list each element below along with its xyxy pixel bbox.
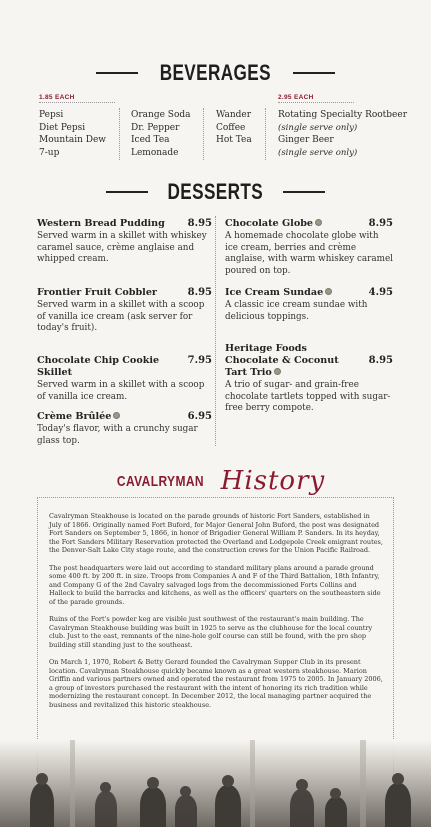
beverage-price-left: 1.85 EACH (39, 94, 75, 101)
dessert-name: Ice Cream Sundae (225, 287, 324, 298)
heading-rule-left (106, 191, 148, 193)
gluten-free-icon (315, 219, 322, 226)
dessert-description: A trio of sugar- and grain-free chocolate tartlets topped with sugar-free berry compote. (225, 380, 391, 414)
beverage-item: Hot Tea (216, 135, 252, 146)
beverage-item: Pepsi (39, 110, 64, 120)
beverage-divider (265, 108, 266, 160)
beverage-item: Coffee (216, 122, 246, 133)
beverage-item: Orange Soda (131, 110, 191, 120)
beverage-item: 7-up (39, 147, 60, 158)
dessert-item (37, 218, 212, 266)
dessert-item (225, 287, 393, 323)
dessert-item (37, 411, 212, 447)
beverage-list-col3 (216, 109, 252, 147)
dessert-item (37, 355, 212, 403)
history-paragraph: Cavalryman Steakhouse is located on the parade grounds of historic Fort Sanders, established in July of 1866. Originally named Fort Buford, for Major General John Buford, the post was designated Fort Sanders on September 5, 1866, in honor of Brigadier General William P. Sanders. In its heyday, the Fort Sanders Military Reservation protected the Overland and Lodgepole Creek emigrant routes, the Denver-Salt Lake City stage route, and the construction crews for the Union Pacific Railroad. (49, 512, 383, 555)
beverage-item: Rotating Specialty Rootbeer (278, 110, 408, 120)
beverage-item: Lemonade (131, 147, 179, 158)
dessert-description: Served warm in a skillet with whiskey caramel sauce, crème anglaise and whipped cream. (37, 231, 207, 265)
beverage-item: Ginger Beer (278, 135, 334, 146)
dessert-price: 4.95 (368, 287, 393, 298)
beverage-list-col1 (39, 109, 106, 159)
history-paragraph: On March 1, 1970, Robert & Betty Gerard founded the Cavalryman Supper Club in its present location. Cavalryman Steakhouse quickly became known as a great western steakhouse. Marion Griffin and various partners owned and operated the restaurant from 1975 to 2005. In January 2006, a group of investors purchased the restaurant with the intent of honoring its rich tradition while modernizing the restaurant concept. In December 2012, the local managing partner acquired the business and revitalized this historic steakhouse. (49, 658, 383, 710)
dessert-item (37, 287, 212, 335)
dessert-price: 8.95 (368, 218, 393, 229)
dessert-column-divider (215, 216, 216, 446)
dessert-item (225, 343, 393, 415)
dessert-name: Frontier Fruit Cobbler (37, 287, 157, 298)
beverage-note: (single serve only) (278, 147, 358, 158)
desserts-title: DESSERTS (167, 179, 264, 204)
beverage-item: Iced Tea (131, 135, 170, 146)
gluten-free-icon (274, 368, 281, 375)
dessert-name: Chocolate Globe (225, 218, 314, 229)
beverage-item: Dr. Pepper (131, 122, 180, 133)
desserts-heading (0, 179, 431, 205)
beverages-title: BEVERAGES (159, 60, 272, 85)
dessert-description: Today's flavor, with a crunchy sugar glass top. (37, 424, 198, 446)
beverage-price-right: 2.95 EACH (278, 94, 314, 101)
dessert-price: 8.95 (368, 355, 393, 366)
dessert-price: 8.95 (187, 218, 212, 229)
beverage-item: Mountain Dew (39, 135, 106, 146)
dessert-price: 7.95 (187, 355, 212, 366)
dessert-name: Crème Brûlée (37, 411, 112, 422)
dessert-price: 8.95 (187, 287, 212, 298)
beverage-divider (119, 108, 120, 160)
gluten-free-icon (325, 288, 332, 295)
history-paragraph: The post headquarters were laid out according to standard military plans around a parade ground some 400 ft. by 200 ft. in size. Troops from Companies A and F of the Third Battalion, 18th Infantry, and Company G of the 2nd Cavalry salvaged logs from the decommissioned Forts Collins and Halleck to build the barracks and kitchens, as well as the officers' quarters on the southeastern side of the parade grounds. (49, 563, 381, 606)
beverage-item: Diet Pepsi (39, 122, 86, 133)
heading-rule-left (96, 72, 138, 74)
dessert-description: Served warm in a skillet with a scoop of vanilla ice cream. (37, 380, 205, 402)
history-paragraph: Ruins of the Fort's powder keg are visible just southwest of the restaurant's main building. The Cavalryman Steakhouse building was built in 1925 to serve as the clubhouse for the local country club. Just to the east, remnants of the nine-hole golf course can still be found, with the pro shop building still standing just to the southeast. (49, 615, 373, 649)
dessert-description: A classic ice cream sundae with delicious toppings. (225, 300, 368, 322)
history-body (49, 512, 383, 718)
dessert-item (225, 218, 393, 277)
dessert-price: 6.95 (187, 411, 212, 422)
history-heading (0, 466, 431, 496)
history-brand: CAVALRYMAN (116, 472, 204, 490)
historic-photo (0, 740, 431, 827)
dessert-description: Served warm in a skillet with a scoop of vanilla ice cream (ask server for today's fruit). (37, 300, 205, 334)
dessert-name: Chocolate Chip Cookie Skillet (37, 355, 160, 378)
beverages-heading (0, 60, 431, 86)
beverage-list-col2 (131, 109, 191, 159)
beverage-item: Wander (216, 110, 252, 120)
heading-rule-right (283, 191, 325, 193)
heading-rule-right (293, 72, 335, 74)
dessert-description: A homemade chocolate globe with ice cream, berries and crème anglaise, with warm whiskey caramel poured on top. (225, 231, 393, 276)
dessert-name: Heritage Foods Chocolate & Coconut Tart Trio (225, 343, 339, 378)
gluten-free-icon (113, 412, 120, 419)
beverage-note: (single serve only) (278, 122, 358, 133)
history-script-title: History (220, 466, 326, 496)
dessert-name: Western Bread Pudding (37, 218, 165, 229)
beverage-divider (203, 108, 204, 160)
beverage-list-specialty (278, 109, 407, 159)
